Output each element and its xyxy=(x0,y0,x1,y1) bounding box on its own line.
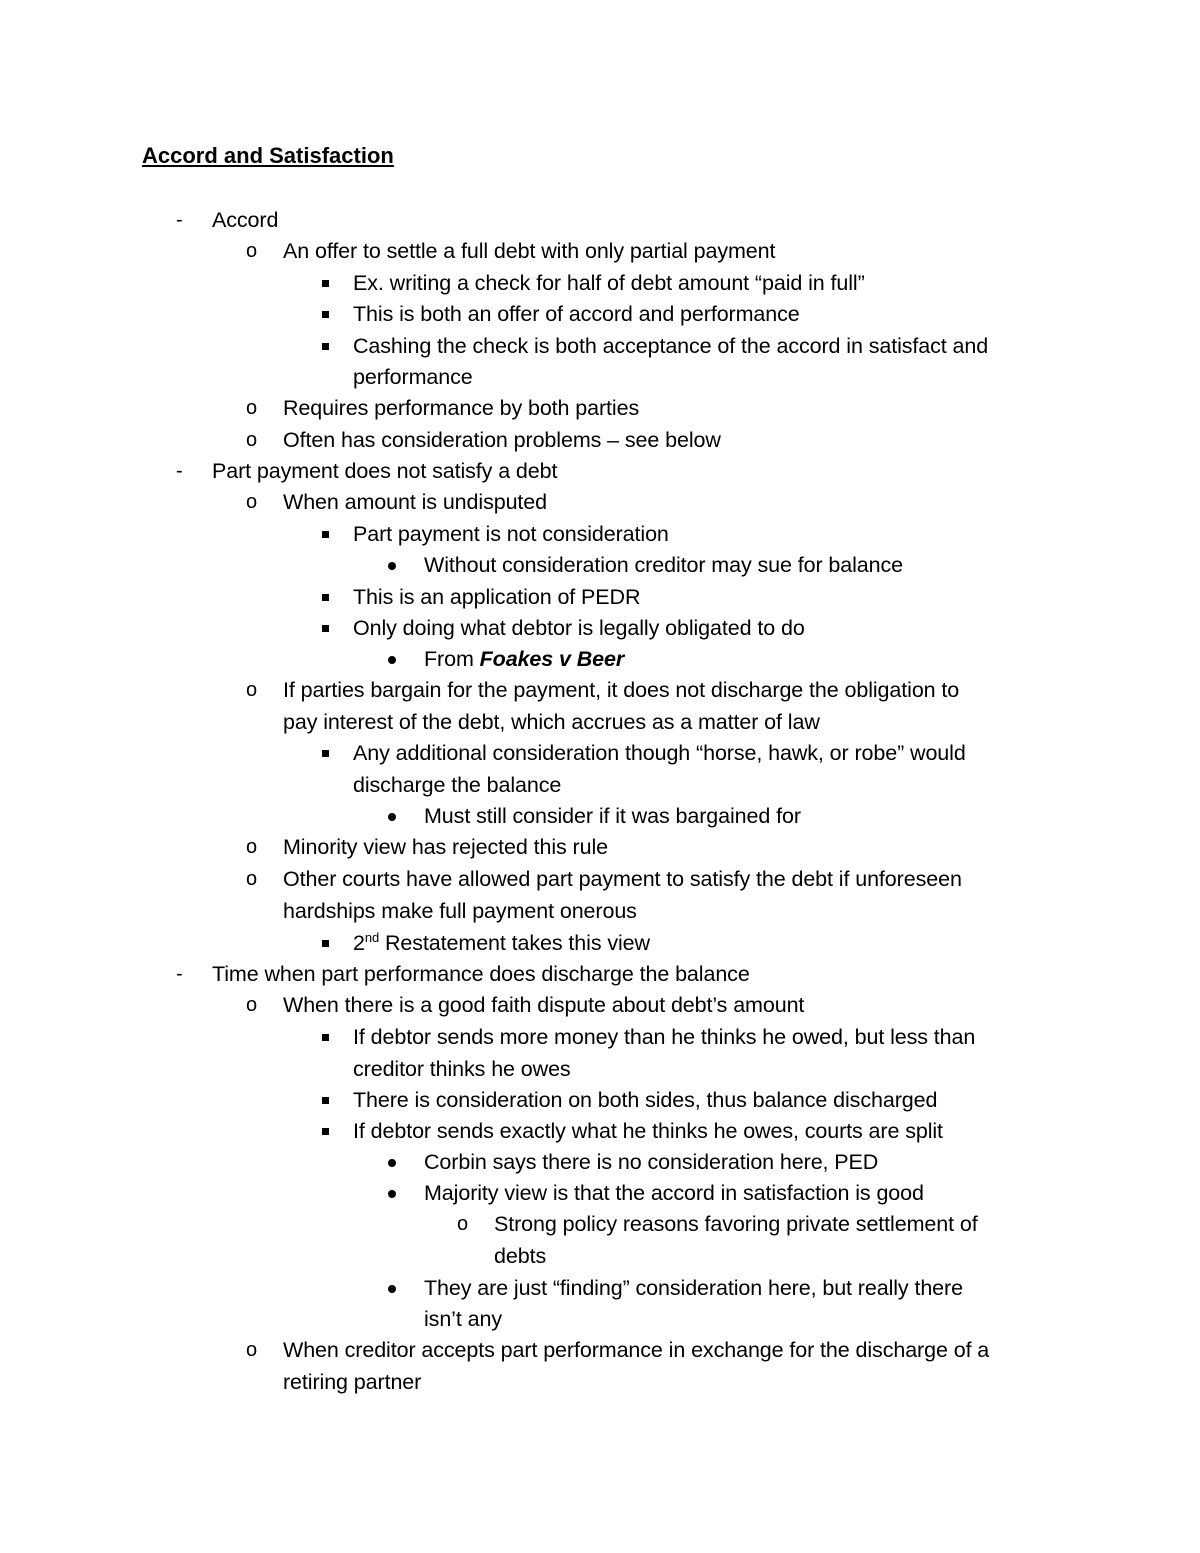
round-bullet-icon xyxy=(388,1190,396,1198)
outline-item: Minority view has rejected this rule xyxy=(283,835,608,859)
outline-item xyxy=(424,644,624,675)
case-prefix: From xyxy=(424,647,480,671)
square-bullet-icon xyxy=(322,280,329,287)
round-bullet-icon xyxy=(388,813,396,821)
outline-item: There is consideration on both sides, thus balance discharged xyxy=(353,1088,938,1112)
round-bullet-icon xyxy=(388,656,396,664)
outline-item: When creditor accepts part performance in exchange for the discharge of a xyxy=(283,1338,990,1362)
outline-item: This is both an offer of accord and performance xyxy=(353,302,800,326)
outline-item: Majority view is that the accord in satisfaction is good xyxy=(424,1181,924,1205)
dash-bullet: - xyxy=(176,460,183,482)
outline-item: Requires performance by both parties xyxy=(283,396,640,420)
square-bullet-icon xyxy=(322,1034,329,1041)
square-bullet-icon xyxy=(322,940,329,947)
outline-item-continuation: performance xyxy=(353,365,473,389)
circle-bullet: o xyxy=(246,679,258,701)
circle-bullet: o xyxy=(246,868,258,890)
square-bullet-icon xyxy=(322,1128,329,1135)
round-bullet-icon xyxy=(388,562,396,570)
circle-bullet: o xyxy=(246,397,258,419)
outline-item-continuation: retiring partner xyxy=(283,1370,422,1394)
square-bullet-icon xyxy=(322,1097,329,1104)
outline-item: When amount is undisputed xyxy=(283,490,548,514)
outline-item-continuation: discharge the balance xyxy=(353,773,562,797)
restatement-text: Restatement takes this view xyxy=(379,931,650,955)
outline-item-continuation: pay interest of the debt, which accrues as a matter of law xyxy=(283,710,820,734)
outline-item xyxy=(353,928,650,959)
square-bullet-icon xyxy=(322,625,329,632)
circle-bullet: o xyxy=(246,491,258,513)
outline-item: Part payment does not satisfy a debt xyxy=(212,459,558,483)
outline-item: Other courts have allowed part payment to satisfy the debt if unforeseen xyxy=(283,867,962,891)
square-bullet-icon xyxy=(322,594,329,601)
outline-item-continuation: creditor thinks he owes xyxy=(353,1057,571,1081)
circle-bullet: o xyxy=(246,994,258,1016)
outline-item: They are just “finding” consideration here, but really there xyxy=(424,1276,963,1300)
ordinal-number: 2 xyxy=(353,931,365,955)
outline-item: This is an application of PEDR xyxy=(353,585,641,609)
outline-item: Only doing what debtor is legally obligated to do xyxy=(353,616,805,640)
case-name: Foakes v Beer xyxy=(479,647,625,671)
outline-item: Accord xyxy=(212,208,279,232)
outline-item: Time when part performance does discharge the balance xyxy=(212,962,750,986)
outline-item: If debtor sends exactly what he thinks he owes, courts are split xyxy=(353,1119,943,1143)
circle-bullet: o xyxy=(457,1213,469,1235)
outline-item: An offer to settle a full debt with only partial payment xyxy=(283,239,776,263)
outline-item: Part payment is not consideration xyxy=(353,522,669,546)
outline-item: Any additional consideration though “horse, hawk, or robe” would xyxy=(353,741,966,765)
outline-item: Ex. writing a check for half of debt amount “paid in full” xyxy=(353,271,865,295)
outline-item-continuation: hardships make full payment onerous xyxy=(283,899,637,923)
ordinal-suffix: nd xyxy=(364,929,380,945)
outline-item: Cashing the check is both acceptance of the accord in satisfact and xyxy=(353,334,989,358)
outline-item-continuation: debts xyxy=(494,1244,547,1268)
square-bullet-icon xyxy=(322,750,329,757)
outline-item: Strong policy reasons favoring private settlement of xyxy=(494,1212,978,1236)
dash-bullet: - xyxy=(176,209,183,231)
outline-item: Must still consider if it was bargained for xyxy=(424,804,801,828)
square-bullet-icon xyxy=(322,311,329,318)
round-bullet-icon xyxy=(388,1159,396,1167)
outline-item: Without consideration creditor may sue for balance xyxy=(424,553,903,577)
square-bullet-icon xyxy=(322,343,329,350)
dash-bullet: - xyxy=(176,963,183,985)
circle-bullet: o xyxy=(246,1339,258,1361)
outline-item-continuation: isn’t any xyxy=(424,1307,502,1331)
square-bullet-icon xyxy=(322,531,329,538)
circle-bullet: o xyxy=(246,240,258,262)
outline-item: When there is a good faith dispute about debt’s amount xyxy=(283,993,805,1017)
outline-item: If parties bargain for the payment, it does not discharge the obligation to xyxy=(283,678,960,702)
outline-item: If debtor sends more money than he thinks he owed, but less than xyxy=(353,1025,976,1049)
round-bullet-icon xyxy=(388,1285,396,1293)
circle-bullet: o xyxy=(246,429,258,451)
outline-item: Often has consideration problems – see below xyxy=(283,428,721,452)
circle-bullet: o xyxy=(246,836,258,858)
outline-item: Corbin says there is no consideration here, PED xyxy=(424,1150,879,1174)
document-title: Accord and Satisfaction xyxy=(142,143,394,168)
